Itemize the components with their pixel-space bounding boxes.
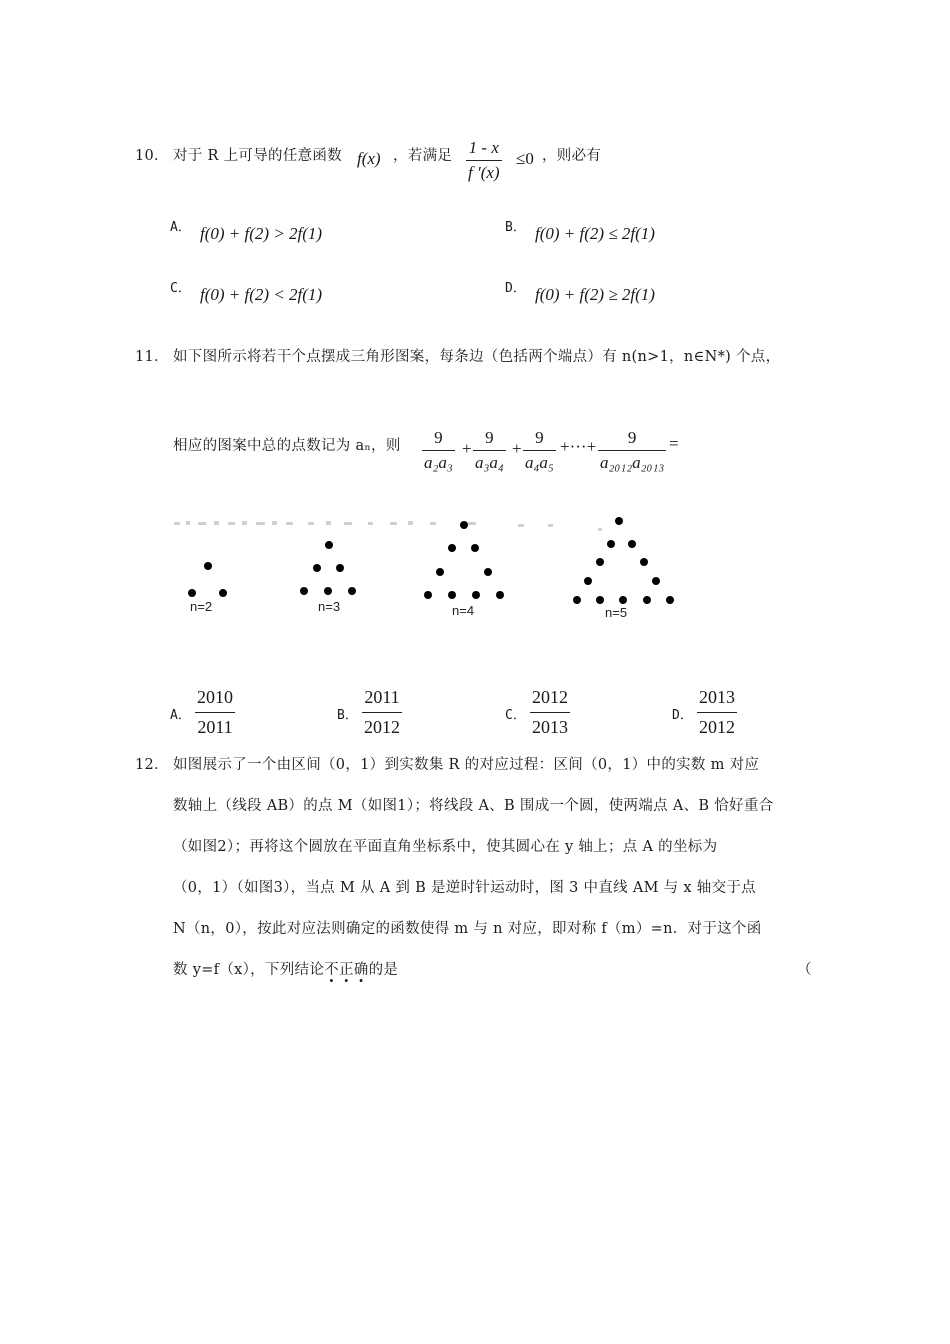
- dot: [313, 564, 321, 572]
- dot: [348, 587, 356, 595]
- dot: [640, 558, 648, 566]
- q11-line2: 相应的图案中总的点数记为 aₙ，则: [173, 438, 401, 454]
- q11-option-c-den: 2013: [530, 712, 570, 738]
- dot: [460, 521, 468, 529]
- q10-option-c: f(0) + f(2) < 2f(1): [200, 285, 323, 304]
- q11-term-1-num: 9: [434, 428, 443, 447]
- q11-option-a: [195, 687, 235, 738]
- q12-line-5: N（n，0），按此对应法则确定的函数使得 m 与 n 对应，即对称 f（m）=n．对于这个函: [173, 921, 762, 937]
- q12-line-6-b: 的是: [368, 962, 399, 978]
- dot: [607, 540, 615, 548]
- q10-stem-a: 对于 R 上可导的任意函数: [173, 148, 343, 164]
- dot: [596, 558, 604, 566]
- q11-option-b-label: B．: [337, 708, 358, 723]
- q10-stem-c: ，则必有: [542, 148, 602, 164]
- q10-fx: f(x): [357, 149, 381, 168]
- q11-option-d-label: D．: [672, 708, 693, 723]
- q11-option-b: [362, 687, 402, 738]
- dot: [472, 591, 480, 599]
- q11-term-2-num: 9: [485, 428, 494, 447]
- dot: [619, 596, 627, 604]
- q11-equals: =: [669, 434, 679, 453]
- q11-term-3-den: a₄a₅: [523, 450, 556, 473]
- q11-term-2-den: a₃a₄: [473, 450, 506, 473]
- q11-option-c: [530, 687, 570, 738]
- dot: [573, 596, 581, 604]
- emphasis-char: 确: [353, 962, 369, 978]
- label-n5: n=5: [605, 605, 628, 620]
- q10-option-c-label: C．: [170, 281, 191, 296]
- dot: [666, 596, 674, 604]
- q12-line-1: 如图展示了一个由区间（0，1）到实数集 R 的对应过程：区间（0，1）中的实数 m 对应: [173, 757, 760, 773]
- q11-option-d-den: 2012: [697, 712, 737, 738]
- dot: [424, 591, 432, 599]
- q12-line-6: [173, 958, 398, 979]
- dot: [615, 517, 623, 525]
- q12-line-3: （如图2）；再将这个圆放在平面直角坐标系中，使其圆心在 y 轴上；点 A 的坐标为: [173, 839, 718, 855]
- q10-stem-b: ，若满足: [393, 148, 453, 164]
- q12-line-4: （0，1）（如图3），当点 M 从 A 到 B 是逆时针运动时，图 3 中直线 AM 与 x 轴交于点: [173, 880, 756, 896]
- q12-number: 12．: [135, 757, 169, 773]
- emphasis-char: 正: [338, 962, 354, 978]
- dot: [596, 596, 604, 604]
- q10-condition-numerator: 1 - x: [468, 138, 499, 157]
- q11-option-a-num: 2010: [197, 687, 233, 707]
- q12-emphasis-text: [324, 962, 368, 978]
- dot: [484, 568, 492, 576]
- dot: [204, 562, 212, 570]
- q10-option-a-label: A．: [170, 220, 191, 235]
- dot: [584, 577, 592, 585]
- q10-condition-relation: ≤0: [516, 149, 534, 168]
- q11-option-a-den: 2011: [195, 712, 234, 738]
- dot: [496, 591, 504, 599]
- q11-option-b-den: 2012: [362, 712, 402, 738]
- dot: [448, 544, 456, 552]
- dot: [436, 568, 444, 576]
- q11-term-last-den: a₂₀₁₂a₂₀₁₃: [598, 450, 666, 473]
- q11-plus-2: +: [512, 439, 522, 458]
- q11-number: 11．: [135, 349, 169, 365]
- q10-option-d: f(0) + f(2) ≥ 2f(1): [535, 285, 655, 304]
- q11-option-c-num: 2012: [532, 687, 568, 707]
- dot: [188, 589, 196, 597]
- q12-emphasis: [324, 962, 368, 978]
- q11-option-c-label: C．: [505, 708, 526, 723]
- dot: [325, 541, 333, 549]
- dot: [471, 544, 479, 552]
- q11-term-1: [422, 428, 455, 473]
- q10-option-b-label: B．: [505, 220, 526, 235]
- dot: [219, 589, 227, 597]
- q11-ellipsis: +···+: [560, 437, 597, 456]
- q10-option-d-label: D．: [505, 281, 526, 296]
- dot: [628, 540, 636, 548]
- q11-term-last-num: 9: [627, 428, 637, 447]
- label-n2: n=2: [190, 599, 213, 614]
- q12-line-6-a: 数 y=f（x），下列结论: [173, 962, 325, 978]
- dot: [336, 564, 344, 572]
- label-n3: n=3: [318, 599, 341, 614]
- q11-term-1-den: a₂a₃: [422, 450, 455, 473]
- q11-triangle-figure: [168, 510, 708, 635]
- dot: [324, 587, 332, 595]
- q11-option-d: [697, 687, 737, 738]
- q10-number: 10．: [135, 148, 169, 164]
- q12-answer-paren: （: [797, 962, 812, 978]
- q11-plus-1: +: [462, 439, 472, 458]
- dot: [300, 587, 308, 595]
- q11-term-3: [523, 428, 556, 473]
- label-n4: n=4: [452, 603, 475, 618]
- q11-option-d-num: 2013: [699, 687, 735, 707]
- q11-option-b-num: 2011: [364, 687, 400, 707]
- scan-noise: [174, 521, 602, 531]
- q11-term-last: [598, 428, 666, 473]
- q11-line1: 如下图所示将若干个点摆成三角形图案，每条边（色括两个端点）有 n(n>1，n∈N*) 个点，: [173, 349, 781, 365]
- q12-line-2: 数轴上（线段 AB）的点 M（如图1）；将线段 A、B 围成一个圆，使两端点 A、B 恰好重合: [173, 798, 774, 814]
- q10-condition-denominator: f ′(x): [466, 160, 502, 183]
- q10-option-b: f(0) + f(2) ≤ 2f(1): [535, 224, 655, 243]
- q10-condition-fraction: [466, 138, 502, 183]
- dot: [643, 596, 651, 604]
- dot: [652, 577, 660, 585]
- q10-option-a: f(0) + f(2) > 2f(1): [200, 224, 323, 243]
- q11-term-2: [473, 428, 506, 473]
- dot: [448, 591, 456, 599]
- emphasis-char: 不: [324, 962, 339, 978]
- q11-option-a-label: A．: [170, 708, 191, 723]
- q11-term-3-num: 9: [535, 428, 544, 447]
